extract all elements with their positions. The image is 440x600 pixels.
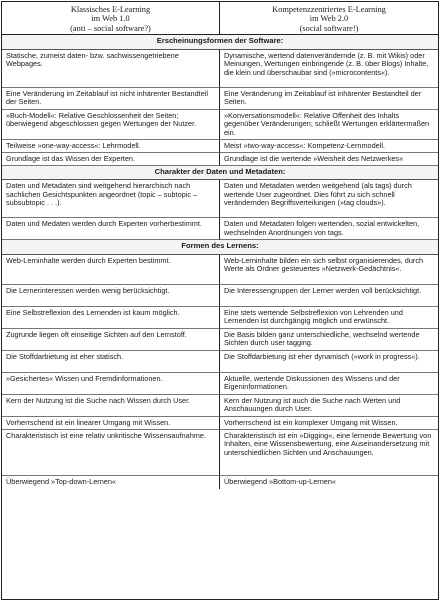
table-cell-left: Vorherrschend ist ein linearer Umgang mit Wissen.	[2, 417, 220, 430]
table-cell-right: Charakteristisch ist ein »Digging«, eine lernende Bewertung von Inhalten, eine Wissensbewertung, eine Auseinandersetzung mit unterschiedlichen Sichten und Anschauungen.	[220, 430, 438, 476]
header-right-web20	[220, 2, 438, 35]
table-cell-right: Vorherrschend ist ein komplexer Umgang mit Wissen.	[220, 417, 438, 430]
table-cell-left: Statische, zumeist daten- bzw. sachwissengetriebene Webpages.	[2, 50, 220, 88]
table-cell-left: Die Stoffdarbietung ist eher statisch.	[2, 351, 220, 373]
table-cell-left: Kern der Nutzung ist die Suche nach Wissen durch User.	[2, 395, 220, 417]
table-cell-right: Dynamische, wertend datenverändernde (z. B. mit Wikis) oder Meinungen, Wertungen einbringende (z. B. über Blogs) Inhalte, die klein und überschaubar sind (»microcontents«).	[220, 50, 438, 88]
header-right-line-3: (social software!)	[299, 23, 359, 33]
table-cell-left: Überwiegend »Top-down-Lernen«	[2, 476, 220, 489]
table-cell-right: Web-Lerninhalte bilden ein sich selbst organisierendes, durch Werte als Ordner gesteuertes »Netzwerk-Gedächtnis«.	[220, 255, 438, 285]
table-cell-right: Daten und Metadaten werden weitgehend (als tags) durch wertende User zugeordnet. Dies führt zu sich schnell verändernden Begriffsverteilungen (»tag clouds»).	[220, 180, 438, 218]
table-cell-right: Die Stoffdarbietung ist eher dynamisch (»work in progress«).	[220, 351, 438, 373]
table-cell-right: Grundlage ist die wertende »Weisheit des Netzwerkes«	[220, 153, 438, 166]
header-left-line-2: im Web 1.0	[91, 14, 130, 24]
table-cell-left: Zugrunde liegen oft einseitige Sichten auf den Lernstoff.	[2, 329, 220, 351]
comparison-table-page	[1, 1, 439, 600]
table-cell-left: Grundlage ist das Wissen der Experten.	[2, 153, 220, 166]
header-right-line-1: Kompetenzzentriertes E-Learning	[272, 5, 386, 14]
table-cell-right: Kern der Nutzung ist auch die Suche nach Werten und Anschauungen durch User.	[220, 395, 438, 417]
table-cell-left: Eine Veränderung im Zeitablauf ist nicht inhärenter Bestandteil der Seiten.	[2, 88, 220, 110]
comparison-table	[2, 2, 438, 489]
table-cell-left: Eine Selbstreflexion des Lernenden ist kaum möglich.	[2, 307, 220, 329]
table-cell-left: Daten und Medaten werden durch Experten vorherbestimmt.	[2, 218, 220, 240]
section-title: Charakter der Daten und Metadaten:	[2, 166, 438, 181]
header-right-line-2: im Web 2.0	[309, 14, 349, 24]
table-cell-left: Daten und Metadaten sind weitgehend hierarchisch nach sachlichen Gesichtspunkten angeordnet (topic – subtopic – subsubtopic . . .).	[2, 180, 220, 218]
table-cell-right: Die Basis bilden ganz unterschiedliche, wechselnd wertende Sichten durch user tagging.	[220, 329, 438, 351]
table-cell-right: Aktuelle, wertende Diskussionen des Wissens und der Eigeninformationen.	[220, 373, 438, 395]
header-left-line-3: (anti – social software?)	[70, 23, 151, 33]
table-cell-left: Die Lernerinteressen werden wenig berücksichtigt.	[2, 285, 220, 307]
section-title: Erscheinungsformen der Software:	[2, 35, 438, 50]
table-cell-right: Daten und Metadaten folgen wertenden, sozial entwickelten, wechselnden Anordnungen von tags.	[220, 218, 438, 240]
header-left-line-1: Klassisches E-Learning	[70, 5, 151, 14]
table-cell-right: Eine stets wertende Selbstreflexion von Lehrenden und Lernenden ist durchgängig möglich und erwünscht.	[220, 307, 438, 329]
table-cell-left: Web-Lerninhalte werden durch Experten bestimmt.	[2, 255, 220, 285]
header-left-web10	[2, 2, 220, 35]
table-cell-right: Die Interessengruppen der Lerner werden voll berücksichtigt.	[220, 285, 438, 307]
table-cell-right: »Konversationsmodell«: Relative Offenheit des Inhalts gegenüber Veränderungen; schließt Wertungen erklärtermaßen ein.	[220, 110, 438, 140]
table-cell-right: Eine Veränderung im Zeitablauf ist inhärenter Bestandteil der Seiten.	[220, 88, 438, 110]
table-cell-right: Meist »two-way-access«: Kompetenz-Lernmodell.	[220, 140, 438, 153]
table-cell-right: Überwiegend »Bottom-up-Lernen«	[224, 476, 336, 486]
table-cell-left: Charakteristisch ist eine relativ unkritische Wissensaufnahme.	[2, 430, 220, 476]
table-cell-left: »Gesichertes« Wissen und Fremdinformationen.	[2, 373, 220, 395]
table-cell-left: Teilweise »one-way-access«: Lehrmodell.	[2, 140, 220, 153]
section-title: Formen des Lernens:	[2, 240, 438, 255]
table-cell-left: »Buch-Modell«: Relative Geschlossenheit der Seiten; überwiegend abgeschlossen gegen Wertungen der Nutzer.	[2, 110, 220, 140]
